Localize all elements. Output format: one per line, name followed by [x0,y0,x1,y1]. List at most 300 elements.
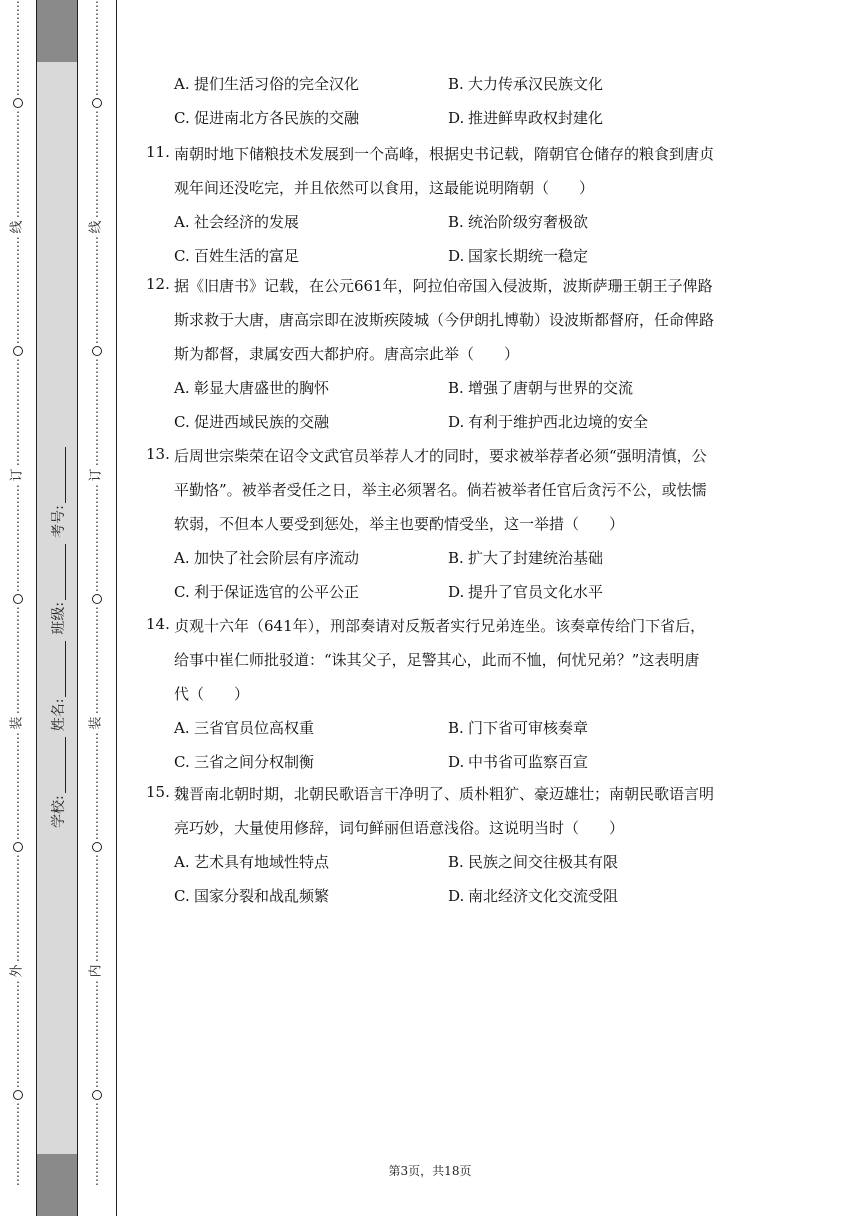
option-letter: A. [174,549,190,567]
seal-char: 线 [9,220,25,234]
dot-mark: ⋮ [91,543,103,557]
question-stem-line: 给事中崔仁师批驳道：“诛其父子，足警其心，此而不恤，何忧兄弟？”这表明唐 [174,651,700,669]
dot-mark: ⋮ [91,181,103,195]
dot-mark: ⋮ [12,59,24,73]
dot-mark: ⋮ [91,979,103,993]
dot-mark: ⋮ [12,803,24,817]
dot-mark: ⋮ [91,417,103,431]
dot-mark: ⋮ [91,913,103,927]
question-stem-line: 软弱，不但本人要受到惩处，举主也要酌情受坐，这一举措（ ） [174,515,625,533]
dot-mark: ⋮ [91,283,103,297]
option-text: 三省官员位高权重 [194,719,315,737]
option-letter: B. [448,853,464,871]
option-letter: A. [174,213,190,231]
option-row [174,245,734,265]
dot-mark: ⋮ [12,1173,24,1187]
question-stem-line: 代（ ） [174,685,250,703]
dot-mark: ⋮ [12,913,24,927]
dot-mark: ⋮ [12,1003,24,1017]
dot-mark: ⋮ [12,531,24,545]
dot-mark: ⋮ [91,109,103,123]
dot-mark: ⋮ [12,791,24,805]
circle-mark [13,594,23,604]
dot-mark: ⋮ [12,665,24,679]
dot-mark: ⋮ [12,83,24,97]
option-text: 推进鲜卑政权封建化 [468,109,604,127]
option-text: 加快了社会阶层有序流动 [194,549,360,567]
dot-mark: ⋮ [12,519,24,533]
dot-mark: ⋮ [12,743,24,757]
dot-mark: ⋮ [12,653,24,667]
dot-mark: ⋮ [12,133,24,147]
option-b[interactable] [448,717,588,738]
dot-mark: ⋮ [12,779,24,793]
dot-mark: ⋮ [91,555,103,569]
option-letter: A. [174,853,190,871]
school-blank[interactable] [51,737,66,793]
dot-mark: ⋮ [91,495,103,509]
option-letter: D. [448,413,465,431]
dot-mark: ⋮ [12,731,24,745]
dot-mark: ⋮ [12,169,24,183]
dot-mark: ⋮ [12,295,24,309]
dot-mark: ⋮ [12,381,24,395]
dot-mark: ⋮ [12,23,24,37]
dot-mark: ⋮ [12,1101,24,1115]
option-letter: C. [174,109,190,127]
dot-mark: ⋮ [91,331,103,345]
option-b[interactable] [448,547,603,568]
dot-mark: ⋮ [12,641,24,655]
option-text: 统治阶级穷奢极欲 [468,213,589,231]
dot-mark: ⋮ [12,1161,24,1175]
dot-mark: ⋮ [91,743,103,757]
dot-mark: ⋮ [91,369,103,383]
option-a[interactable] [174,377,329,398]
dot-mark: ⋮ [12,853,24,867]
option-row [174,885,734,905]
seal-char: 外 [9,964,25,978]
option-letter: C. [174,247,190,265]
dot-mark: ⋮ [12,307,24,321]
option-text: 有利于维护西北边境的安全 [468,413,649,431]
class-blank[interactable] [51,544,66,600]
dot-mark: ⋮ [12,369,24,383]
option-text: 利于保证选官的公平公正 [194,583,360,601]
dot-mark: ⋮ [91,1125,103,1139]
student-info-fields [47,388,69,828]
option-d[interactable] [448,107,603,128]
dot-mark: ⋮ [12,417,24,431]
option-text: 提们生活习俗的完全汉化 [194,75,360,93]
dot-mark: ⋮ [91,133,103,147]
option-b[interactable] [448,377,633,398]
seal-char: 装 [9,716,25,730]
dot-mark: ⋮ [12,677,24,691]
circle-mark [13,98,23,108]
dot-mark: ⋮ [12,877,24,891]
dot-mark: ⋮ [12,145,24,159]
dot-mark: ⋮ [91,853,103,867]
dot-mark: ⋮ [91,677,103,691]
dot-mark: ⋮ [91,629,103,643]
dot-mark: ⋮ [12,1149,24,1163]
dot-mark: ⋮ [12,495,24,509]
class-label: 班级: [51,601,67,635]
dot-mark: ⋮ [12,121,24,135]
dot-mark: ⋮ [91,701,103,715]
option-d[interactable] [448,411,648,432]
dot-mark: ⋮ [91,83,103,97]
dot-mark: ⋮ [91,1149,103,1163]
question-number: 13. [146,445,170,463]
dot-mark: ⋮ [12,605,24,619]
seal-char: 装 [88,716,104,730]
option-c[interactable] [174,245,299,266]
dot-mark: ⋮ [91,307,103,321]
dot-mark: ⋮ [12,925,24,939]
dot-mark: ⋮ [91,295,103,309]
option-letter: C. [174,583,190,601]
dot-mark: ⋮ [91,991,103,1005]
circle-mark [92,842,102,852]
option-b[interactable] [448,211,588,232]
dot-mark: ⋮ [91,47,103,61]
dot-mark: ⋮ [12,543,24,557]
dot-mark: ⋮ [91,1113,103,1127]
dot-mark: ⋮ [12,827,24,841]
dot-mark: ⋮ [12,429,24,443]
seal-line-inner [87,0,107,1216]
option-d[interactable] [448,245,588,266]
question-stem-line: 南朝时地下储粮技术发展到一个高峰，根据史书记载，隋朝官仓储存的粮食到唐贞 [174,145,715,163]
dot-mark: ⋮ [91,35,103,49]
option-text: 三省之间分权制衡 [194,753,315,771]
option-letter: A. [174,379,190,397]
option-row [174,107,734,127]
dot-mark: ⋮ [91,791,103,805]
dot-mark: ⋮ [91,1051,103,1065]
binding-strip-inner [78,0,117,1216]
question-stem-line: 斯求救于大唐，唐高宗即在波斯疾陵城（今伊朗扎博勒）设波斯都督府，任命俾路 [174,311,715,329]
dot-mark: ⋮ [91,767,103,781]
option-text: 促进南北方各民族的交融 [194,109,360,127]
dot-mark: ⋮ [12,701,24,715]
dot-mark: ⋮ [12,181,24,195]
dot-mark: ⋮ [91,653,103,667]
option-letter: D. [448,247,465,265]
dot-mark: ⋮ [12,247,24,261]
option-letter: D. [448,887,465,905]
dot-mark: ⋮ [91,1137,103,1151]
dot-mark: ⋮ [91,937,103,951]
circle-mark [92,346,102,356]
dot-mark: ⋮ [12,157,24,171]
dot-mark: ⋮ [91,1173,103,1187]
question-number: 12. [146,275,170,293]
name-blank[interactable] [51,641,66,697]
option-letter: B. [448,719,464,737]
dot-mark: ⋮ [12,0,24,13]
dot-mark: ⋮ [12,567,24,581]
option-text: 社会经济的发展 [194,213,300,231]
option-text: 提升了官员文化水平 [468,583,604,601]
dot-mark: ⋮ [91,271,103,285]
dot-mark: ⋮ [12,937,24,951]
dot-mark: ⋮ [12,483,24,497]
dot-mark: ⋮ [12,47,24,61]
option-c[interactable] [174,885,329,906]
option-a[interactable] [174,73,359,94]
dot-mark: ⋮ [91,901,103,915]
dot-mark: ⋮ [91,247,103,261]
option-text: 国家长期统一稳定 [468,247,589,265]
dot-mark: ⋮ [12,259,24,273]
dot-mark: ⋮ [12,991,24,1005]
question-stem-line: 斯为都督，隶属安西大都护府。唐高宗此举（ ） [174,345,520,363]
option-text: 民族之间交往极其有限 [468,853,619,871]
dot-mark: ⋮ [12,331,24,345]
dot-mark: ⋮ [12,865,24,879]
option-letter: A. [174,75,190,93]
dot-mark: ⋮ [12,441,24,455]
dot-mark: ⋮ [12,949,24,963]
dot-mark: ⋮ [91,731,103,745]
option-letter: B. [448,75,464,93]
dot-mark: ⋮ [91,617,103,631]
dot-mark: ⋮ [91,877,103,891]
dot-mark: ⋮ [12,35,24,49]
option-letter: C. [174,887,190,905]
option-letter: D. [448,583,465,601]
dot-mark: ⋮ [91,193,103,207]
dot-mark: ⋮ [12,283,24,297]
dot-mark: ⋮ [12,901,24,915]
dot-mark: ⋮ [91,169,103,183]
dot-mark: ⋮ [91,949,103,963]
dot-mark: ⋮ [12,193,24,207]
option-d[interactable] [448,751,588,772]
option-row [174,547,734,567]
circle-mark [13,842,23,852]
dot-mark: ⋮ [91,641,103,655]
option-c[interactable] [174,107,359,128]
option-a[interactable] [174,851,329,872]
dot-mark: ⋮ [91,865,103,879]
dot-mark: ⋮ [12,689,24,703]
dot-mark: ⋮ [91,319,103,333]
circle-mark [13,1090,23,1100]
seal-char: 订 [9,468,25,482]
option-a[interactable] [174,547,359,568]
dot-mark: ⋮ [12,767,24,781]
option-row [174,717,734,737]
option-text: 国家分裂和战乱频繁 [194,887,330,905]
dot-mark: ⋮ [91,567,103,581]
seal-char: 线 [88,220,104,234]
dot-mark: ⋮ [12,405,24,419]
dot-mark: ⋮ [12,555,24,569]
dot-mark: ⋮ [91,1003,103,1017]
dot-mark: ⋮ [91,827,103,841]
dot-mark: ⋮ [12,357,24,371]
option-row [174,411,734,431]
dot-mark: ⋮ [91,59,103,73]
dot-mark: ⋮ [12,109,24,123]
question-stem-line: 亮巧妙，大量使用修辞，词句鲜丽但语意浅俗。这说明当时（ ） [174,819,625,837]
dot-mark: ⋮ [12,1075,24,1089]
exam-number-label: 考号: [51,505,67,538]
option-row [174,211,734,231]
dot-mark: ⋮ [12,629,24,643]
seal-line-outer [8,0,28,1216]
dot-mark: ⋮ [12,235,24,249]
option-text: 中书省可监察百宣 [468,753,589,771]
dot-mark: ⋮ [91,11,103,25]
dot-mark: ⋮ [12,815,24,829]
option-letter: B. [448,549,464,567]
dot-mark: ⋮ [91,405,103,419]
question-stem-line: 贞观十六年（641年），刑部奏请对反叛者实行兄弟连坐。该奏章传给门下省后， [174,617,706,635]
question-stem-line: 观年间还没吃完，并且依然可以食用，这最能说明隋朝（ ） [174,179,595,197]
option-c[interactable] [174,411,329,432]
seal-char: 订 [88,468,104,482]
dot-mark: ⋮ [12,979,24,993]
dot-mark: ⋮ [12,393,24,407]
question-number: 14. [146,615,170,633]
gray-cap-top [37,0,77,62]
dot-mark: ⋮ [91,755,103,769]
dot-mark: ⋮ [91,259,103,273]
question-stem-line: 魏晋南北朝时期，北朝民歌语言干净明了、质朴粗犷、豪迈雄壮；南朝民歌语言明 [174,785,715,803]
option-letter: B. [448,213,464,231]
dot-mark: ⋮ [91,121,103,135]
dot-mark: ⋮ [91,441,103,455]
dot-mark: ⋮ [91,235,103,249]
circle-mark [92,594,102,604]
dot-mark: ⋮ [12,1113,24,1127]
option-letter: A. [174,719,190,737]
circle-mark [92,1090,102,1100]
dot-mark: ⋮ [91,579,103,593]
exam-number-blank[interactable] [51,447,66,503]
dot-mark: ⋮ [91,889,103,903]
school-label: 学校: [51,795,67,828]
dot-mark: ⋮ [91,393,103,407]
dot-mark: ⋮ [12,1015,24,1029]
dot-mark: ⋮ [12,755,24,769]
option-letter: D. [448,753,465,771]
dot-mark: ⋮ [91,453,103,467]
dot-mark: ⋮ [91,779,103,793]
circle-mark [13,346,23,356]
binding-strip-outer [0,0,37,1216]
dot-mark: ⋮ [91,357,103,371]
option-text: 促进西域民族的交融 [194,413,330,431]
option-text: 增强了唐朝与世界的交流 [468,379,634,397]
option-letter: D. [448,109,465,127]
dot-mark: ⋮ [12,205,24,219]
dot-mark: ⋮ [12,453,24,467]
question-stem-line: 据《旧唐书》记载，在公元661年，阿拉伯帝国入侵波斯，波斯萨珊王朝王子俾路 [174,277,713,295]
option-b[interactable] [448,73,603,94]
dot-mark: ⋮ [91,531,103,545]
dot-mark: ⋮ [91,0,103,13]
option-text: 南北经济文化交流受阻 [468,887,619,905]
question-stem-line: 后周世宗柴荣在诏令文武官员举荐人才的同时，要求被举荐者必须“强明清慎，公 [174,447,707,465]
dot-mark: ⋮ [12,1039,24,1053]
dot-mark: ⋮ [91,381,103,395]
dot-mark: ⋮ [91,1101,103,1115]
question-number: 11. [146,143,170,161]
dot-mark: ⋮ [91,429,103,443]
dot-mark: ⋮ [91,1015,103,1029]
option-text: 艺术具有地域性特点 [194,853,330,871]
dot-mark: ⋮ [91,23,103,37]
dot-mark: ⋮ [91,1063,103,1077]
dot-mark: ⋮ [91,1039,103,1053]
option-a[interactable] [174,211,299,232]
dot-mark: ⋮ [91,1161,103,1175]
page-footer: 第3页，共18页 [388,1164,472,1178]
option-a[interactable] [174,717,314,738]
dot-mark: ⋮ [12,617,24,631]
dot-mark: ⋮ [91,157,103,171]
dot-mark: ⋮ [91,803,103,817]
option-d[interactable] [448,581,603,602]
dot-mark: ⋮ [12,507,24,521]
dot-mark: ⋮ [91,1027,103,1041]
dot-mark: ⋮ [12,1027,24,1041]
option-text: 大力传承汉民族文化 [468,75,604,93]
option-letter: C. [174,413,190,431]
dot-mark: ⋮ [12,1137,24,1151]
dot-mark: ⋮ [12,579,24,593]
dot-mark: ⋮ [12,889,24,903]
option-row [174,73,734,93]
option-row [174,851,734,871]
dot-mark: ⋮ [91,145,103,159]
dot-mark: ⋮ [91,71,103,85]
dot-mark: ⋮ [91,483,103,497]
dot-mark: ⋮ [91,925,103,939]
dot-mark: ⋮ [91,815,103,829]
option-c[interactable] [174,751,314,772]
option-d[interactable] [448,885,618,906]
dot-mark: ⋮ [91,507,103,521]
dot-mark: ⋮ [12,71,24,85]
dot-mark: ⋮ [12,1063,24,1077]
seal-char: 内 [88,964,104,978]
option-letter: B. [448,379,464,397]
dot-mark: ⋮ [12,271,24,285]
name-label: 姓名: [51,698,67,732]
question-stem-line: 平勤恪”。被举者受任之日，举主必须署名。倘若被举者任官后贪污不公，或怯懦 [174,481,707,499]
option-text: 门下省可审核奏章 [468,719,589,737]
dot-mark: ⋮ [91,689,103,703]
option-c[interactable] [174,581,359,602]
dot-mark: ⋮ [12,319,24,333]
dot-mark: ⋮ [91,605,103,619]
dot-mark: ⋮ [91,665,103,679]
dot-mark: ⋮ [91,519,103,533]
option-text: 扩大了封建统治基础 [468,549,604,567]
dot-mark: ⋮ [91,1075,103,1089]
option-text: 百姓生活的富足 [194,247,300,265]
option-b[interactable] [448,851,618,872]
option-row [174,581,734,601]
dot-mark: ⋮ [12,1125,24,1139]
